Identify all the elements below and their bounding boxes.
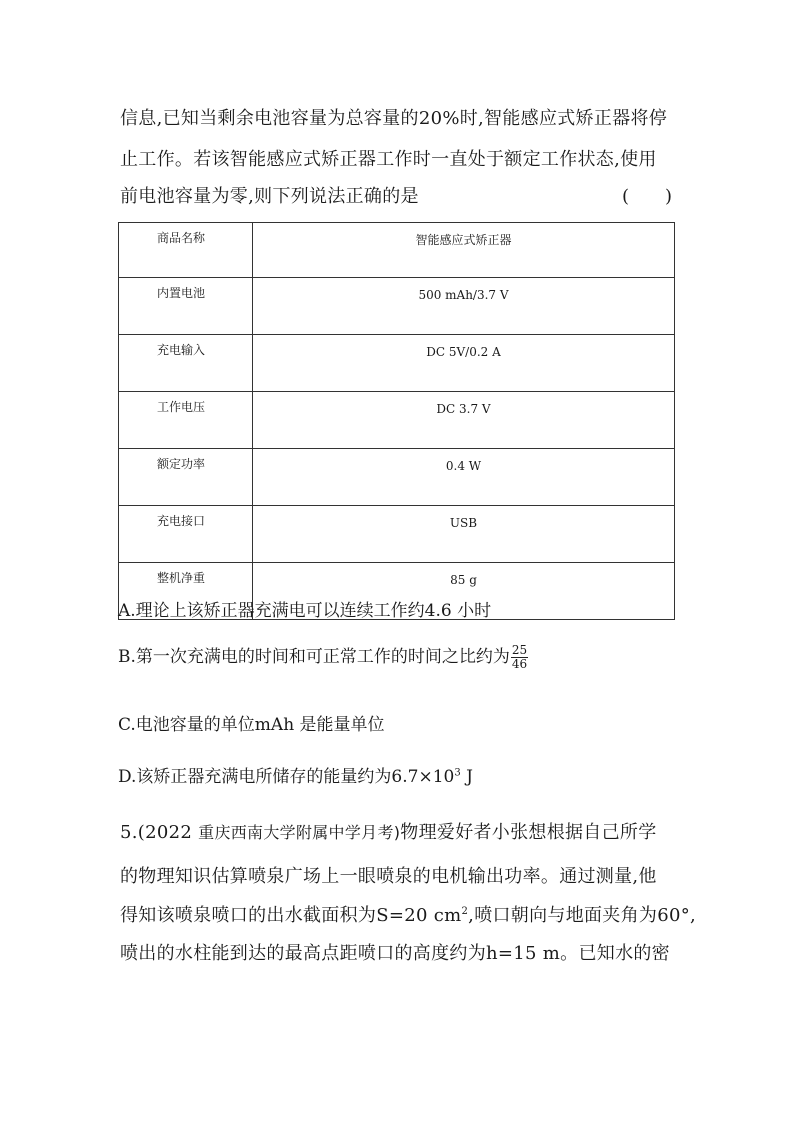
question-5-line-3-text-b: ,喷口朝向与地面夹角为60°,: [468, 905, 697, 926]
table-row: [119, 223, 675, 278]
option-a: A.理论上该矫正器充满电可以连续工作约4.6 小时: [118, 601, 492, 621]
question-5-line-2: 的物理知识估算喷泉广场上一眼喷泉的电机输出功率。通过测量,他: [120, 866, 657, 887]
spec-key: 工作电压: [119, 392, 253, 449]
question-5-source: 重庆西南大学附属中学月考): [198, 823, 401, 842]
spec-value: 85 g: [253, 563, 675, 620]
answer-parentheses: ( ): [622, 186, 673, 207]
option-d: [118, 762, 473, 787]
product-spec-table: [118, 222, 675, 620]
option-b-fraction: [511, 644, 528, 671]
option-d-unit: J: [460, 767, 473, 787]
option-d-exponent: 3: [454, 767, 461, 779]
spec-key: 充电输入: [119, 335, 253, 392]
table-row: [119, 506, 675, 563]
table-row: [119, 392, 675, 449]
fraction-numerator: 25: [511, 643, 528, 657]
paragraph-line-2: 止工作。若该智能感应式矫正器工作时一直处于额定工作状态,使用: [120, 149, 657, 170]
spec-key: 充电接口: [119, 506, 253, 563]
option-b: [118, 642, 528, 671]
option-c: C.电池容量的单位mAh 是能量单位: [118, 715, 385, 735]
option-d-text: D.该矫正器充满电所储存的能量约为6.7×10: [118, 767, 455, 787]
option-b-text: B.第一次充满电的时间和可正常工作的时间之比约为: [118, 647, 510, 667]
paragraph-line-3: 前电池容量为零,则下列说法正确的是: [120, 186, 419, 207]
spec-key: 额定功率: [119, 449, 253, 506]
question-5-line-4: 喷出的水柱能到达的最高点距喷口的高度约为h=15 m。已知水的密: [120, 943, 670, 964]
fraction-denominator: 46: [511, 657, 528, 671]
spec-value: 500 mAh/3.7 V: [253, 278, 675, 335]
question-5-line-3-text: 得知该喷泉喷口的出水截面积为S=20 cm: [120, 905, 462, 926]
table-row: [119, 335, 675, 392]
spec-key: 内置电池: [119, 278, 253, 335]
question-5-exponent: 2: [461, 906, 469, 917]
question-5-number: 5.(2022: [120, 822, 193, 843]
question-5-line-1-text: 物理爱好者小张想根据自己所学: [400, 822, 657, 843]
question-5-line-1: [120, 818, 657, 844]
paragraph-line-1: 信息,已知当剩余电池容量为总容量的20%时,智能感应式矫正器将停: [120, 108, 668, 129]
table-row: [119, 278, 675, 335]
spec-value: USB: [253, 506, 675, 563]
spec-value: 智能感应式矫正器: [253, 223, 675, 278]
spec-key: 商品名称: [119, 223, 253, 278]
spec-value: DC 3.7 V: [253, 392, 675, 449]
question-5-line-3: [120, 901, 696, 927]
table-row: [119, 449, 675, 506]
spec-key: 整机净重: [119, 563, 253, 620]
spec-value: 0.4 W: [253, 449, 675, 506]
spec-value: DC 5V/0.2 A: [253, 335, 675, 392]
